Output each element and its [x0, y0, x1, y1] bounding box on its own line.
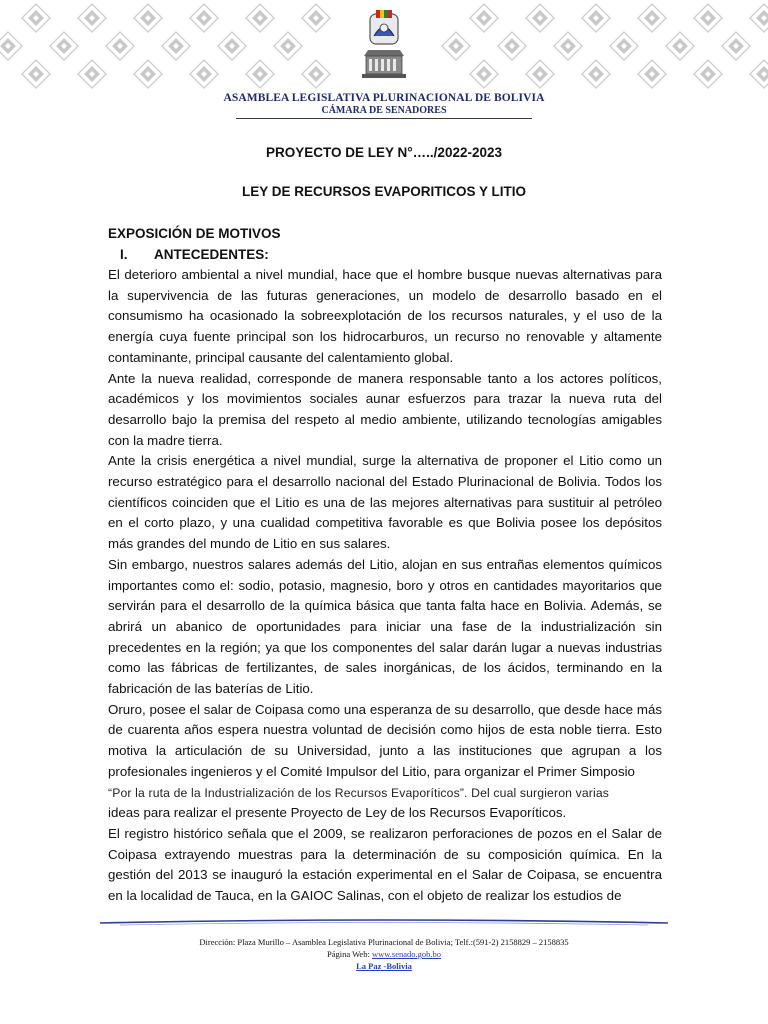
header-divider: [236, 118, 532, 119]
section-heading: EXPOSICIÓN DE MOTIVOS: [108, 226, 281, 241]
subsection-number: I.: [120, 247, 128, 262]
subsection-title: ANTECEDENTES:: [154, 247, 269, 262]
paragraph: Sin embargo, nuestros salares además del Litio, alojan en sus entrañas elementos químicos importantes como el: sodio, potasio, magnesio, boro y otros en cantidades mayoritarios que servirán para el desarrollo de la química básica que tanta falta hace en Bolivia. Además, se abrirá un abanico de oportunidades para iniciar una fase de la industrialización sin precedentes en la región; ya que los componentes del salar darán lugar a nuevas industrias como las fábricas de fertilizantes, de sales inorgánicas, de los ácidos, terminando en la fabricación de las baterías de Litio.: [108, 556, 662, 697]
chamber-name: CÁMARA DE SENADORES: [321, 105, 447, 116]
footer-city: [0, 961, 768, 971]
paragraph: Ante la crisis energética a nivel mundial, surge la alternativa de proponer el Litio como un recurso estratégico para el desarrollo nacional del Estado Plurinacional de Bolivia. Todos los científicos coinciden que el Litio es una de las mejores alternativas para sustituir al petróleo en el corto plazo, y una cualidad competitiva favorable es que Bolivia posee los depósitos más grandes del mundo de Litio en sus salares.: [108, 453, 662, 552]
footer-divider: [100, 919, 668, 927]
institution-name: ASAMBLEA LEGISLATIVA PLURINACIONAL DE BOLIVIA: [223, 92, 545, 104]
subsection-heading: [120, 247, 269, 262]
website-link[interactable]: www.senado.gob.bo: [371, 949, 442, 959]
law-title: LEY DE RECURSOS EVAPORITICOS Y LITIO: [241, 184, 527, 199]
bill-number: PROYECTO DE LEY N°…../2022-2023: [266, 145, 502, 160]
city-link[interactable]: La Paz -Bolivia: [356, 961, 412, 971]
quote-line: “Por la ruta de la Industrialización de los Recursos Evaporíticos”. Del cual surgieron varias: [108, 785, 609, 800]
paragraph: ideas para realizar el presente Proyecto de Ley de los Recursos Evaporíticos.: [108, 805, 567, 821]
paragraph: El registro histórico señala que el 2009, se realizaron perforaciones de pozos en el Salar de Coipasa extrayendo muestras para la determinación de su composición química. En la gestión del 2013 se inauguró la estación experimental en el Salar de Coipasa, se encuentra en la localidad de Tauca, en la GAIOC Salinas, con el objeto de realizar los estudios de: [108, 825, 662, 904]
chamber-emblem-icon: [356, 6, 412, 86]
document-body: [108, 265, 662, 907]
footer-web-label: Página Web:: [326, 949, 370, 959]
paragraph: Oruro, posee el salar de Coipasa como una esperanza de su desarrollo, que desde hace más de cuarenta años espera nuestra voluntad de decisión como hijos de esta noble tierra. Esto motiva la articulación de su Universidad, junto a las instituciones que agrupan a los profesionales ingenieros y el Comité Impulsor del Litio, para organizar el Primer Simposio: [108, 701, 662, 779]
footer-web: [0, 949, 768, 959]
paragraph: El deterioro ambiental a nivel mundial, hace que el hombre busque nuevas alternativas para la supervivencia de las futuras generaciones, un modelo de desarrollo basado en el consumismo ha ocasionado la sobreexplotación de los recursos naturales, y el uso de la energía cuya fuente principal son los hidrocarburos, un recurso no renovable y altamente contaminante, principal causante del calentamiento global.: [108, 267, 662, 365]
footer-address: Dirección: Plaza Murillo – Asamblea Legislativa Plurinacional de Bolivia; Telf.:(591-2) 2158829 – 2158835: [199, 937, 569, 947]
paragraph: Ante la nueva realidad, corresponde de manera responsable tanto a los actores políticos, académicos y los movimientos sociales aunar esfuerzos para trazar la nueva ruta del desarrollo bajo la premisa del respeto al medio ambiente, utilizando tecnologías amigables con la madre tierra.: [108, 370, 662, 448]
